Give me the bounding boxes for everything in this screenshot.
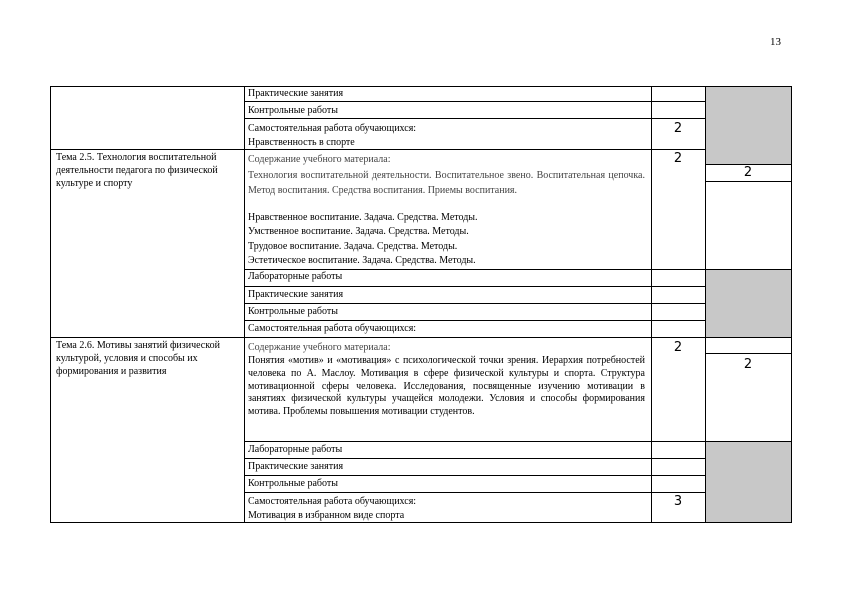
content-line: Нравственное воспитание. Задача. Средства. Методы. bbox=[248, 212, 478, 223]
hours-value: 2 bbox=[673, 121, 683, 136]
row-control: Контрольные работы bbox=[248, 105, 338, 116]
hours-value: 2 bbox=[673, 151, 683, 166]
hours-value: 3 bbox=[673, 494, 683, 509]
content-text: Понятия «мотив» и «мотивация» с психологической точки зрения. Иерархия потребностей человека по А. Маслоу. Мотивация в сфере физической культуры и спорта. Структура мотивационной сферы человека. Исследования, посвященные изучению мотивации в занятиях физической культуры учащейся молодежи. Условия и способы формирования мотива. Проблемы повышения мотивации студентов. bbox=[248, 355, 645, 418]
level-value: 2 bbox=[743, 165, 753, 180]
row-practical: Практические занятия bbox=[248, 88, 344, 99]
gray-cell bbox=[705, 270, 791, 338]
row-control: Контрольные работы bbox=[248, 478, 338, 489]
content-header: Содержание учебного материала: bbox=[248, 154, 391, 165]
level-value: 2 bbox=[743, 357, 753, 372]
gray-cell bbox=[705, 86, 791, 164]
hours-value: 2 bbox=[673, 340, 683, 355]
gray-cell bbox=[705, 442, 791, 522]
content-line: Эстетическое воспитание. Задача. Средства. Методы. bbox=[248, 255, 476, 266]
content-line: Умственное воспитание. Задача. Средства. Методы. bbox=[248, 226, 469, 237]
page-number: 13 bbox=[770, 36, 781, 48]
row-selfwork: Самостоятельная работа обучающихся: bbox=[248, 323, 417, 334]
row-selfwork: Самостоятельная работа обучающихся: bbox=[248, 496, 417, 507]
row-practical: Практические занятия bbox=[248, 461, 344, 472]
content-line: Трудовое воспитание. Задача. Средства. Методы. bbox=[248, 241, 458, 252]
topic-2-6-title: Тема 2.6. Мотивы занятий физической культурой, условия и способы их формирования и развития bbox=[56, 340, 220, 377]
row-selfwork-topic: Мотивация в избранном виде спорта bbox=[248, 510, 405, 521]
row-control: Контрольные работы bbox=[248, 306, 338, 317]
row-lab: Лабораторные работы bbox=[248, 271, 343, 282]
content-header: Содержание учебного материала: bbox=[248, 342, 391, 353]
topic-2-5-title: Тема 2.5. Технология воспитательной деятельности педагога по физической культуре и спорту bbox=[56, 152, 218, 189]
content-text: Технология воспитательной деятельности. Воспитательное звено. Воспитательная цепочка. Метод воспитания. Средства воспитания. Приемы воспитания. bbox=[248, 170, 645, 196]
row-practical: Практические занятия bbox=[248, 289, 344, 300]
row-selfwork: Самостоятельная работа обучающихся: bbox=[248, 123, 417, 134]
row-lab: Лабораторные работы bbox=[248, 444, 343, 455]
row-selfwork-topic: Нравственность в спорте bbox=[248, 137, 355, 148]
